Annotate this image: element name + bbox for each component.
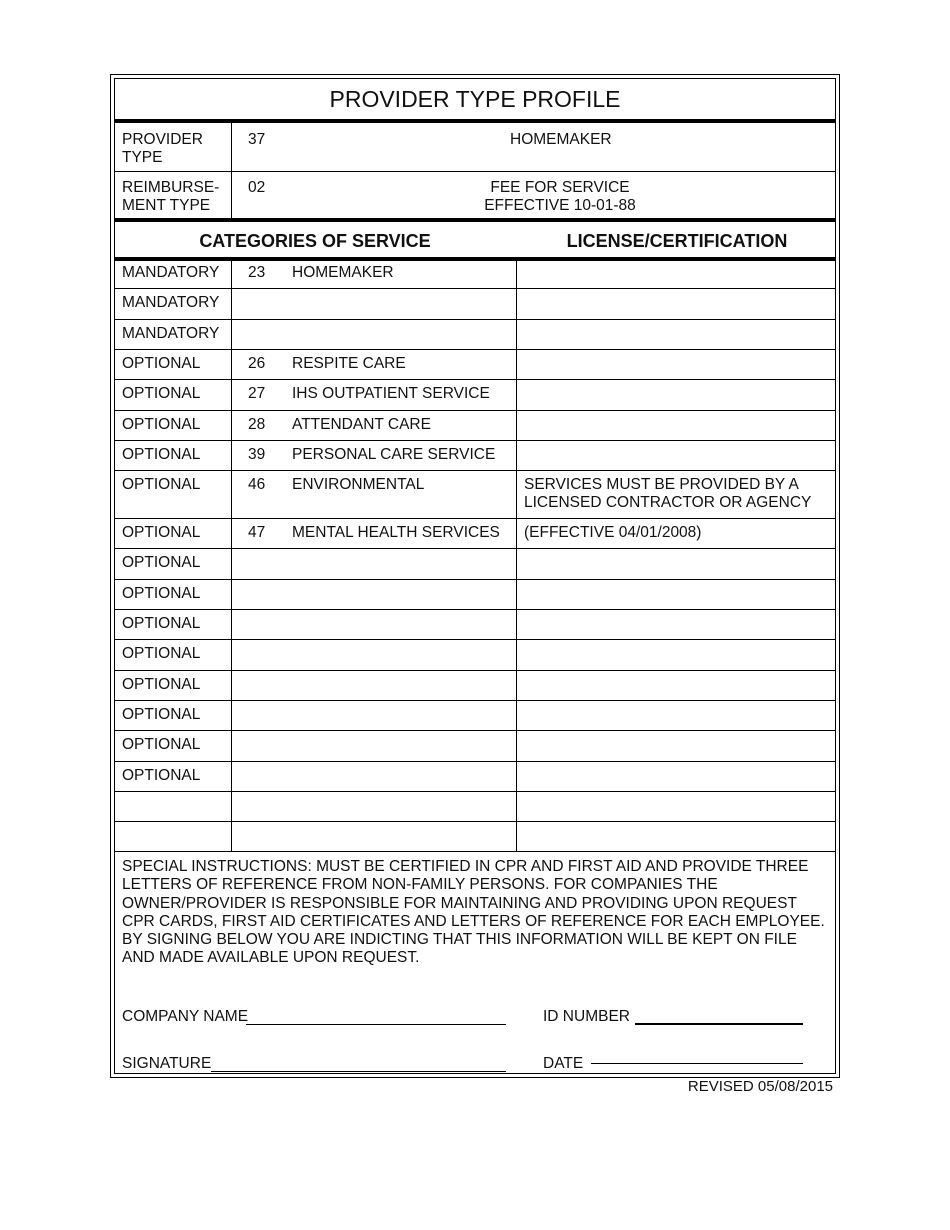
table-row [115, 410, 835, 440]
table-row [115, 609, 835, 639]
row-license: (EFFECTIVE 04/01/2008) [524, 524, 702, 542]
row-category: OPTIONAL [122, 415, 201, 433]
row-code: 47 [248, 524, 266, 542]
reimbursement-type-line2: EFFECTIVE 10-01-88 [484, 197, 636, 214]
row-code: 23 [248, 264, 266, 281]
page-title: PROVIDER TYPE PROFILE [115, 79, 835, 123]
categories-header: CATEGORIES OF SERVICE [199, 231, 431, 251]
provider-type-label: PROVIDER TYPE [122, 131, 203, 166]
license-header: LICENSE/CERTIFICATION [566, 231, 788, 251]
table-row [115, 670, 835, 700]
row-code: 28 [248, 415, 266, 433]
row-category: OPTIONAL [122, 705, 201, 723]
row-category: OPTIONAL [122, 554, 201, 572]
row-code: 26 [248, 354, 266, 372]
id-number-field[interactable] [635, 1023, 803, 1025]
divider [231, 122, 232, 218]
row-category: OPTIONAL [122, 736, 201, 754]
revised-date: REVISED 05/08/2015 [687, 1078, 833, 1095]
divider [115, 171, 835, 172]
table-row [115, 761, 835, 791]
row-category: OPTIONAL [122, 445, 201, 463]
table-row [115, 258, 835, 288]
table-row [115, 548, 835, 578]
table-row [115, 440, 835, 470]
table-row [115, 379, 835, 409]
reimbursement-type-code: 02 [248, 179, 266, 196]
row-category: OPTIONAL [122, 766, 201, 784]
row-service: IHS OUTPATIENT SERVICE [292, 385, 490, 403]
row-code: 46 [248, 476, 266, 494]
provider-type-name: HOMEMAKER [510, 131, 612, 148]
table-row [115, 349, 835, 379]
row-code: 27 [248, 385, 266, 403]
signature-field[interactable] [211, 1071, 506, 1072]
table-row [115, 730, 835, 760]
signature-label: SIGNATURE [122, 1055, 212, 1072]
company-name-label: COMPANY NAME [122, 1008, 249, 1025]
row-service: ENVIRONMENTAL [292, 476, 425, 494]
row-category: OPTIONAL [122, 675, 201, 693]
row-category: MANDATORY [122, 324, 220, 342]
table-row [115, 821, 835, 851]
reimbursement-type-name [475, 179, 645, 215]
row-license: SERVICES MUST BE PROVIDED BY A LICENSED CONTRACTOR OR AGENCY [524, 476, 812, 512]
reimbursement-type-line1: FEE FOR SERVICE [490, 179, 630, 196]
provider-type-code: 37 [248, 131, 266, 148]
form-body [114, 78, 836, 1074]
table-row [115, 288, 835, 318]
row-category: OPTIONAL [122, 476, 201, 494]
row-category: MANDATORY [122, 294, 220, 312]
id-number-label: ID NUMBER [543, 1008, 630, 1025]
row-service: MENTAL HEALTH SERVICES [292, 524, 500, 542]
row-category: OPTIONAL [122, 385, 201, 403]
column-divider [231, 258, 232, 851]
date-label: DATE [543, 1055, 584, 1072]
row-category: OPTIONAL [122, 584, 201, 602]
row-service: HOMEMAKER [292, 264, 394, 281]
row-service: RESPITE CARE [292, 354, 406, 372]
date-field[interactable] [591, 1063, 803, 1064]
row-service: ATTENDANT CARE [292, 415, 431, 433]
row-code: 39 [248, 445, 266, 463]
table-row [115, 791, 835, 821]
table-row [115, 470, 835, 518]
row-category: OPTIONAL [122, 354, 201, 372]
row-category: OPTIONAL [122, 615, 201, 632]
row-category: OPTIONAL [122, 645, 201, 663]
table-row [115, 518, 835, 548]
table-row [115, 319, 835, 349]
special-instructions: SPECIAL INSTRUCTIONS: MUST BE CERTIFIED IN CPR AND FIRST AID AND PROVIDE THREE LETTERS OF REFERENCE FROM NON-FAMILY PERSONS. FOR COMPANIES THE OWNER/PROVIDER IS RESPONSIBLE FOR MAINTAINING AND PROVIDING UPON REQUEST CPR CARDS, FIRST AID CERTIFICATES AND LETTERS OF REFERENCE FOR EACH EMPLOYEE. BY SIGNING BELOW YOU ARE INDICTING THAT THIS INFORMATION WILL BE KEPT ON FILE AND MADE AVAILABLE UPON REQUEST. [122, 858, 825, 967]
row-category: MANDATORY [122, 264, 220, 281]
reimbursement-type-label: REIMBURSE- MENT TYPE [122, 179, 220, 214]
table-row [115, 639, 835, 669]
column-divider [516, 258, 517, 851]
company-name-field[interactable] [246, 1024, 506, 1025]
row-divider [115, 851, 835, 852]
form-frame [110, 74, 840, 1078]
table-row [115, 579, 835, 609]
table-row [115, 700, 835, 730]
row-service: PERSONAL CARE SERVICE [292, 445, 496, 463]
divider [115, 218, 835, 222]
row-category: OPTIONAL [122, 524, 201, 542]
